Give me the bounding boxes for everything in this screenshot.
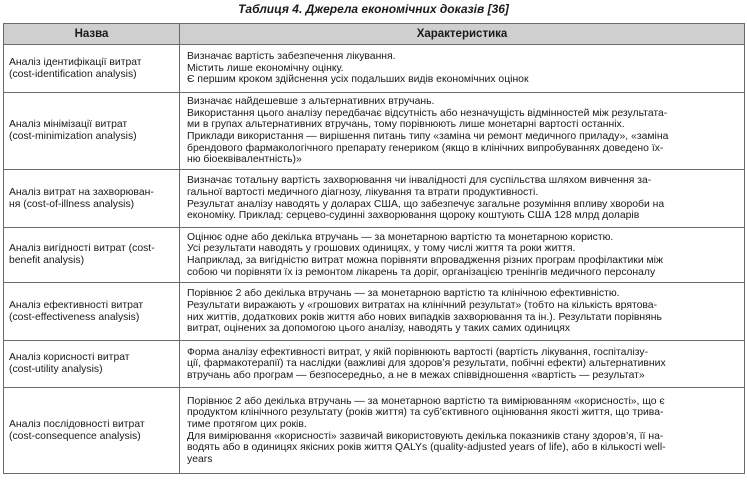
analysis-description-line: водять або в одиницях якісних років життя QALYs (quality-adjusted years of life), або в кількості well- bbox=[187, 442, 666, 454]
analysis-description-cell bbox=[180, 45, 745, 93]
table-row bbox=[4, 45, 745, 93]
analysis-description-line: Усі результати наводять у грошових одиницях, у тому числі життя та роки життя. bbox=[187, 243, 576, 255]
analysis-name-cell bbox=[4, 228, 180, 283]
analysis-description-cell bbox=[180, 388, 745, 474]
analysis-description-line: years bbox=[187, 453, 213, 465]
table-row bbox=[4, 170, 745, 228]
analysis-description-line: ми в групах альтернативних втручань, тому порівнюють лише монетарні вартості останніх. bbox=[187, 119, 625, 131]
analysis-name-line: (cost-utility analysis) bbox=[9, 364, 103, 375]
analysis-description-cell bbox=[180, 93, 745, 170]
table-row bbox=[4, 341, 745, 388]
analysis-description-line: Використання цього аналізу передбачає відсутність або незначущість відмінностей між результата- bbox=[187, 107, 668, 119]
analysis-description-cell bbox=[180, 228, 745, 283]
header-name: Назва bbox=[4, 24, 180, 45]
analysis-description-cell bbox=[180, 283, 745, 341]
analysis-description-line: Для вимірювання «корисності» зазвичай використовують декілька показників стану здоров’я, її на- bbox=[187, 430, 664, 442]
analysis-name-line: ня (cost-of-illness analysis) bbox=[9, 198, 135, 210]
analysis-description-line: Порівнює 2 або декілька втручань — за монетарною вартістю та клінічною ефективністю. bbox=[187, 288, 620, 300]
analysis-description-line: ню біоеквівалентність)» bbox=[187, 154, 302, 166]
analysis-description-line: втручань або програм — безпосередньо, а не в межах співвідношення «вартість — результат» bbox=[187, 369, 645, 381]
table-row bbox=[4, 283, 745, 341]
table-header-row bbox=[4, 24, 745, 45]
table-row bbox=[4, 93, 745, 170]
analysis-name-line: Аналіз послідовності витрат bbox=[9, 418, 145, 430]
table-body bbox=[4, 45, 745, 474]
analysis-description-line: Форма аналізу ефективності витрат, у якій порівнюють вартості (вартість лікування, госпіталізу- bbox=[187, 346, 649, 358]
analysis-description-line: Є першим кроком здійснення усіх подальших видів економічних оцінок bbox=[187, 74, 529, 86]
analysis-name-cell bbox=[4, 283, 180, 341]
analysis-name-line: (cost-effectiveness analysis) bbox=[9, 311, 140, 323]
table-row bbox=[4, 228, 745, 283]
analysis-name-line: (cost-consequence analysis) bbox=[9, 430, 141, 442]
analysis-description-line: них життів, додаткових років життя або нових випадків захворювання та ін.). Результати порівнянь bbox=[187, 311, 662, 323]
analysis-name-line: (cost-identification analysis) bbox=[9, 68, 137, 80]
economic-evidence-table bbox=[3, 23, 745, 474]
analysis-name-cell bbox=[4, 93, 180, 170]
analysis-name-line: Аналіз мінімізації витрат bbox=[9, 119, 128, 131]
analysis-name-cell bbox=[4, 170, 180, 228]
analysis-description-line: Містить лише економічну оцінку. bbox=[187, 62, 344, 74]
analysis-description-line: витрат, оцінених за допомогою цього аналізу, наводять у таких самих одиницях bbox=[187, 323, 571, 335]
analysis-description-line: Результати виражають у «грошових витратах на клінічний результат» (тобто на кількість врятова- bbox=[187, 299, 658, 311]
analysis-description-line: Приклади використання — вирішення питань типу «заміна чи ремонт медичного приладу», «заміна bbox=[187, 131, 669, 142]
analysis-description-line: Оцінює одне або декілька втручань — за монетарною вартістю та монетарною користю. bbox=[187, 231, 614, 243]
analysis-description-line: Наприклад, за вигідністю витрат можна порівняти впровадження різних програм профілактики між bbox=[187, 255, 663, 266]
analysis-description-line: Результат аналізу наводять у доларах США, що забезпечує загальне розуміння впливу хвороби на bbox=[187, 198, 665, 210]
analysis-description-line: Визначає вартість забезпечення лікування. bbox=[187, 51, 396, 63]
analysis-description-line: ції, фармакотерапії) та наслідки (важливі для здоров’я результати, побічні ефекти) альтернативних bbox=[187, 358, 666, 370]
analysis-description-line: Порівнює 2 або декілька втручань — за монетарною вартістю та вимірюванням «корисності», що є bbox=[187, 395, 665, 407]
analysis-description-line: собою чи порівняти їх із ремонтом лікарень та доріг, організацією тренінгів медичного персоналу bbox=[187, 266, 656, 278]
analysis-description-line: Визначає тотальну вартість захворювання чи інвалідності для суспільства шляхом вивчення за- bbox=[187, 175, 652, 187]
analysis-name-line: Аналіз ідентифікації витрат bbox=[9, 56, 142, 68]
analysis-name-line: (cost-minimization analysis) bbox=[9, 131, 137, 142]
analysis-name-cell bbox=[4, 388, 180, 474]
analysis-description-line: гальної вартості медичного діагнозу, лікування та втрати продуктивності. bbox=[187, 186, 539, 198]
analysis-name-cell bbox=[4, 341, 180, 388]
analysis-description-line: продуктом клінічного результату (років життя) та суб’єктивного оцінювання якості життя, що трива- bbox=[187, 407, 664, 419]
analysis-name-line: Аналіз корисності витрат bbox=[9, 352, 130, 364]
analysis-description-line: економіку. Приклад: серцево-судинні захворювання щороку коштують США 128 млрд доларів bbox=[187, 210, 640, 222]
analysis-description-cell bbox=[180, 170, 745, 228]
analysis-description-line: тиме протягом цих років. bbox=[187, 418, 307, 430]
table-caption: Таблиця 4. Джерела економічних доказів [36] bbox=[238, 2, 509, 16]
header-description: Характеристика bbox=[180, 24, 745, 45]
analysis-name-line: benefit analysis) bbox=[9, 255, 85, 266]
analysis-name-line: Аналіз ефективності витрат bbox=[9, 299, 144, 311]
analysis-description-cell bbox=[180, 341, 745, 388]
analysis-description-line: Визначає найдешевше з альтернативних втручань. bbox=[187, 96, 435, 108]
analysis-description-line: брендового фармакологічного препарату генериком (якщо в клінічних випробуваннях доведено їх- bbox=[187, 142, 664, 154]
table-row bbox=[4, 388, 745, 474]
analysis-name-line: Аналіз витрат на захворюван- bbox=[9, 186, 154, 198]
analysis-name-cell bbox=[4, 45, 180, 93]
analysis-name-line: Аналіз вигідності витрат (cost- bbox=[9, 243, 155, 255]
